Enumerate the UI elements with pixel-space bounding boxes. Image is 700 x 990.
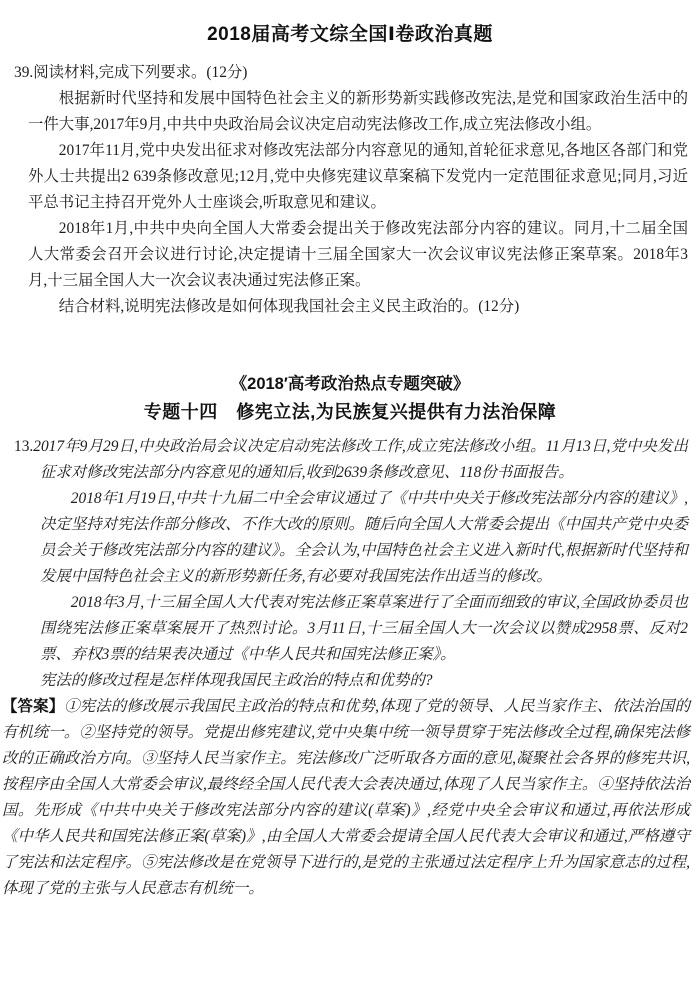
question-39-task: 结合材料,说明宪法修改是如何体现我国社会主义民主政治的。(12分) — [58, 298, 520, 315]
question-39-section — [0, 60, 700, 320]
question-39-material — [28, 86, 688, 320]
answer-label: 【答案】 — [2, 698, 65, 715]
question-13-number: 13. — [14, 438, 34, 455]
question-39-prompt: 阅读材料,完成下列要求。(12分) — [33, 64, 248, 81]
material-paragraph: 2018年1月,中共中央向全国人大常委会提出关于修改宪法部分内容的建议。同月,十二届全国人大常委会召开会议进行讨论,决定提请十三届全国家大一次会议审议宪法修正案草案。2018年3月,十三届全国人大一次会议表决通过宪法修正案。 — [28, 220, 688, 289]
question-13-section — [14, 434, 688, 694]
material-paragraph: 根据新时代坚持和发展中国特色社会主义的新形势新实践修改宪法,是党和国家政治生活中的一件大事,2017年9月,中共中央政治局会议决定启动宪法修改工作,成立宪法修改小组。 — [28, 90, 688, 133]
material-paragraph: 2017年11月,党中央发出征求对修改宪法部分内容意见的通知,首轮征求意见,各地区各部门和党外人士共提出2 639条修改意见;12月,党中央修宪建议草案稿下发党内一定范围征求意见;同月,习近平总书记主持召开党外人士座谈会,听取意见和建议。 — [28, 142, 688, 211]
question-13-body — [14, 434, 688, 694]
question-13-intro: 2017年9月29日,中央政治局会议决定启动宪法修改工作,成立宪法修改小组。11月13日,党中央发出征求对修改宪法部分内容意见的通知后,收到2639条修改意见、118份书面报告。 — [33, 438, 688, 481]
answer-section — [2, 694, 690, 902]
booklet-series-title: 《2018′高考政治热点专题突破》 — [230, 375, 470, 393]
answer-text: ①宪法的修改展示我国民主政治的特点和优势,体现了党的领导、人民当家作主、依法治国的有机统一。②坚持党的领导。党提出修宪建议,党中央集中统一领导贯穿于宪法修改全过程,确保宪法修改的正确政治方向。③坚持人民当家作主。宪法修改广泛听取各方面的意见,凝聚社会各界的修宪共识,按程序由全国人大常委会审议,最终经全国人民代表大会表决通过,体现了人民当家作主。④坚持依法治国。先形成《中共中央关于修改宪法部分内容的建议(草案)》,经党中央全会审议和通过,再依法形成《中华人民共和国宪法修正案(草案)》,由全国人大常委会提请全国人民代表大会审议和通过,严格遵守了宪法和法定程序。⑤宪法修改是在党领导下进行的,是党的主张通过法定程序上升为国家意志的过程,体现了党的主张与人民意志有机统一。 — [2, 698, 690, 897]
booklet-heading-block — [0, 372, 700, 426]
question-39-number: 39. — [14, 64, 34, 81]
question-13-question-line: 宪法的修改过程是怎样体现我国民主政治的特点和优势的? — [40, 672, 433, 689]
question-13-paragraph: 2018年1月19日,中共十九届二中全会审议通过了《中共中央关于修改宪法部分内容的建议》,决定坚持对宪法作部分修改、不作大改的原则。随后向全国人大常委会提出《中国共产党中央委员会关于修改宪法部分内容的建议》。全会认为,中国特色社会主义进入新时代,根据新时代坚持和发展中国特色社会主义的新形势新任务,有必要对我国宪法作出适当的修改。 — [40, 490, 688, 585]
booklet-topic-title: 专题十四 修宪立法,为民族复兴提供有力法治保障 — [143, 402, 557, 422]
question-13-intro-paragraph — [14, 434, 688, 486]
document-title: 2018届高考文综全国Ⅰ卷政治真题 — [207, 24, 493, 45]
answer-paragraph — [2, 694, 690, 902]
question-39-header — [0, 60, 700, 86]
question-13-paragraph: 2018年3月,十三届全国人大代表对宪法修正案草案进行了全面而细致的审议,全国政协委员也围绕宪法修正案草案展开了热烈讨论。3月11日,十三届全国人大一次会议以赞成2958票、反对2票、弃权3票的结果表决通过《中华人民共和国宪法修正案》。 — [40, 594, 688, 663]
